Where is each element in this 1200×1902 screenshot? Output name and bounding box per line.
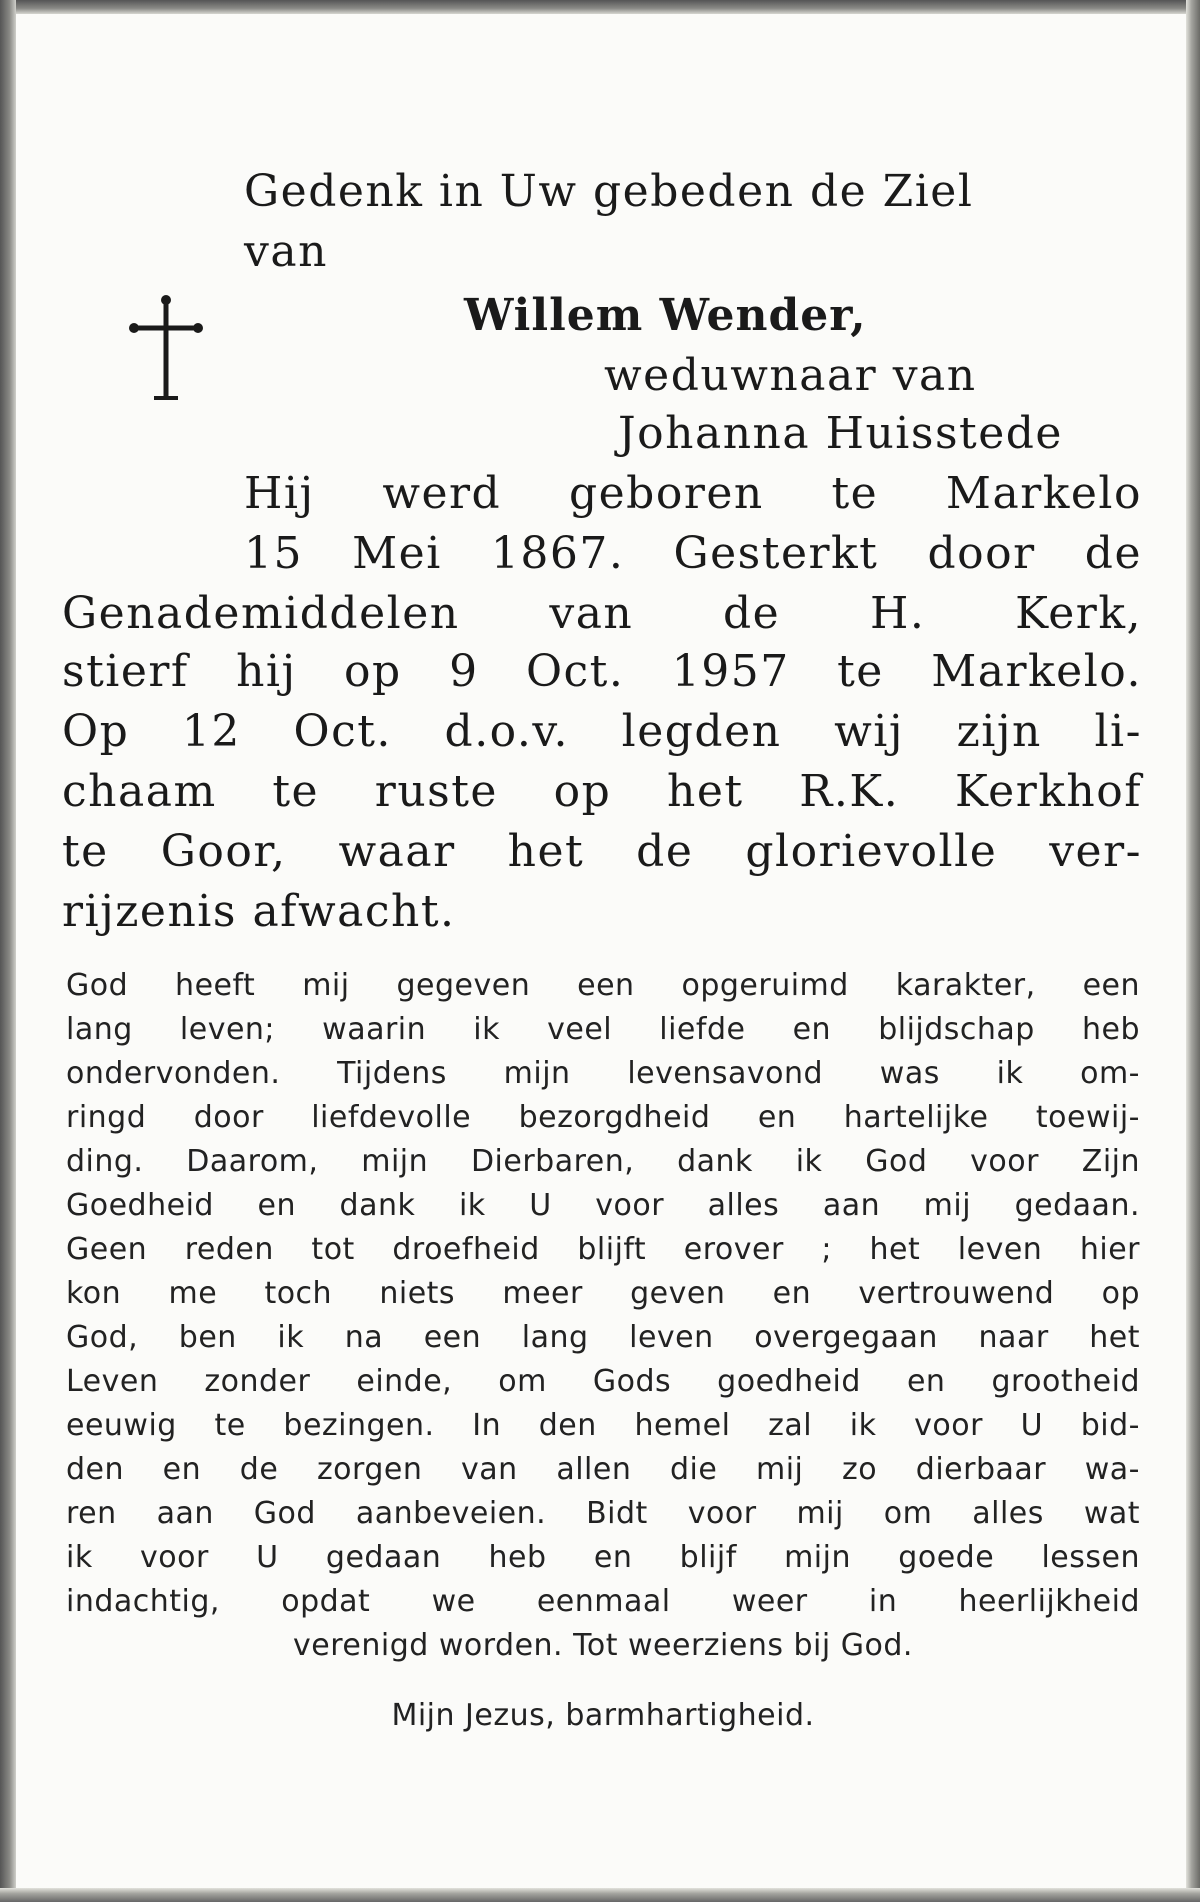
message-line-16: verenigd worden. Tot weerziens bij God. bbox=[293, 1628, 913, 1663]
card-border-left bbox=[0, 0, 16, 1902]
message-line-5: ding. Daarom, mijn Dierbaren, dank ik God voor Zijn bbox=[66, 1144, 1140, 1179]
card-border-right bbox=[1186, 0, 1200, 1902]
message-line-6: Goedheid en dank ik U voor alles aan mij gedaan. bbox=[66, 1188, 1140, 1223]
announcement-line-2: 15 Mei 1867. Gesterkt door de bbox=[244, 528, 1142, 579]
message-line-1: God heeft mij gegeven een opgeruimd karakter, een bbox=[66, 968, 1140, 1003]
message-line-3: ondervonden. Tijdens mijn levensavond was ik om- bbox=[66, 1056, 1140, 1091]
cross-icon bbox=[126, 294, 206, 404]
header-line-2: van bbox=[244, 226, 328, 277]
deceased-name: Willem Wender, bbox=[464, 290, 867, 341]
announcement-line-4: stierf hij op 9 Oct. 1957 te Markelo. bbox=[62, 646, 1142, 697]
spouse-name: Johanna Huisstede bbox=[618, 408, 1063, 459]
closing-line: Mijn Jezus, barmhartigheid. bbox=[391, 1698, 815, 1733]
message-line-9: God, ben ik na een lang leven overgegaan naar het bbox=[66, 1320, 1140, 1355]
announcement-line-1: Hij werd geboren te Markelo bbox=[244, 468, 1142, 519]
message-line-11: eeuwig te bezingen. In den hemel zal ik voor U bid- bbox=[66, 1408, 1140, 1443]
message-line-14: ik voor U gedaan heb en blijf mijn goede lessen bbox=[66, 1540, 1140, 1575]
message-line-12: den en de zorgen van allen die mij zo dierbaar wa- bbox=[66, 1452, 1140, 1487]
message-line-2: lang leven; waarin ik veel liefde en blijdschap heb bbox=[66, 1012, 1140, 1047]
message-line-10: Leven zonder einde, om Gods goedheid en grootheid bbox=[66, 1364, 1140, 1399]
card-border-top bbox=[0, 0, 1200, 14]
announcement-line-5: Op 12 Oct. d.o.v. legden wij zijn li- bbox=[62, 706, 1142, 757]
message-line-4: ringd door liefdevolle bezorgdheid en hartelijke toewij- bbox=[66, 1100, 1140, 1135]
message-line-8: kon me toch niets meer geven en vertrouwend op bbox=[66, 1276, 1140, 1311]
message-line-13: ren aan God aanbeveien. Bidt voor mij om alles wat bbox=[66, 1496, 1140, 1531]
announcement-line-8: rijzenis afwacht. bbox=[62, 886, 456, 937]
relation-line: weduwnaar van bbox=[604, 350, 977, 401]
announcement-line-7: te Goor, waar het de glorievolle ver- bbox=[62, 826, 1142, 877]
message-line-7: Geen reden tot droefheid blijft erover ; het leven hier bbox=[66, 1232, 1140, 1267]
announcement-line-6: chaam te ruste op het R.K. Kerkhof bbox=[62, 766, 1142, 817]
card-border-bottom bbox=[0, 1888, 1200, 1902]
message-line-15: indachtig, opdat we eenmaal weer in heerlijkheid bbox=[66, 1584, 1140, 1619]
header-line-1: Gedenk in Uw gebeden de Ziel bbox=[244, 166, 974, 217]
announcement-line-3: Genademiddelen van de H. Kerk, bbox=[62, 588, 1142, 639]
